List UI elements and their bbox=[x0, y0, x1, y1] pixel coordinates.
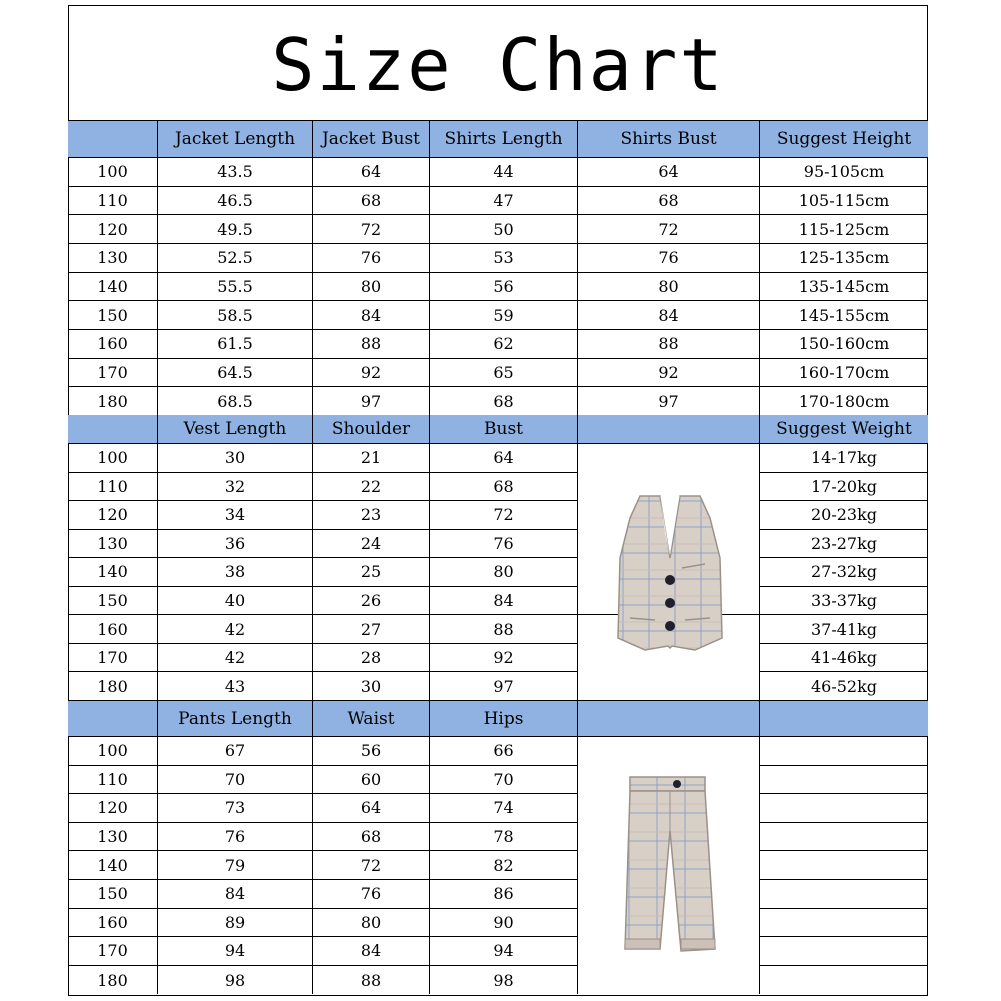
size-cell: 130 bbox=[68, 244, 158, 273]
table-cell: 68 bbox=[430, 387, 578, 416]
size-cell: 170 bbox=[68, 644, 158, 673]
table-cell: 97 bbox=[313, 387, 430, 416]
column-header: Jacket Bust bbox=[313, 121, 430, 158]
size-cell: 130 bbox=[68, 530, 158, 559]
blank-cell bbox=[760, 766, 928, 795]
table-cell: 92 bbox=[430, 644, 578, 673]
blank-cell bbox=[760, 909, 928, 938]
size-cell: 180 bbox=[68, 387, 158, 416]
jacket-shirt-table bbox=[68, 120, 928, 416]
table-cell: 84 bbox=[158, 880, 313, 909]
table-cell: 64 bbox=[430, 444, 578, 473]
table-cell: 72 bbox=[578, 215, 760, 244]
table-cell: 27 bbox=[313, 615, 430, 644]
blank-cell bbox=[760, 966, 928, 995]
column-header: Shirts Length bbox=[430, 121, 578, 158]
table-cell: 24 bbox=[313, 530, 430, 559]
size-cell: 100 bbox=[68, 737, 158, 766]
table-cell: 92 bbox=[578, 359, 760, 388]
size-cell: 100 bbox=[68, 444, 158, 473]
size-cell: 110 bbox=[68, 766, 158, 795]
pants-table bbox=[68, 701, 928, 994]
size-cell: 110 bbox=[68, 187, 158, 216]
table-cell: 125-135cm bbox=[760, 244, 928, 273]
blank-cell bbox=[760, 823, 928, 852]
table-cell: 76 bbox=[313, 880, 430, 909]
table-cell: 92 bbox=[313, 359, 430, 388]
table-cell: 72 bbox=[430, 501, 578, 530]
column-header bbox=[760, 701, 928, 737]
table-cell: 88 bbox=[313, 330, 430, 359]
table-cell: 30 bbox=[158, 444, 313, 473]
blank-cell bbox=[760, 851, 928, 880]
size-cell: 180 bbox=[68, 672, 158, 701]
table-cell: 44 bbox=[430, 158, 578, 187]
table-cell: 76 bbox=[313, 244, 430, 273]
table-cell: 72 bbox=[313, 215, 430, 244]
blank-cell bbox=[760, 737, 928, 766]
column-header: Pants Length bbox=[158, 701, 313, 737]
table-cell: 98 bbox=[430, 966, 578, 995]
size-cell: 160 bbox=[68, 909, 158, 938]
size-cell: 170 bbox=[68, 359, 158, 388]
column-header: Shirts Bust bbox=[578, 121, 760, 158]
table-cell: 46.5 bbox=[158, 187, 313, 216]
table-cell: 20-23kg bbox=[760, 501, 928, 530]
column-header bbox=[68, 415, 158, 444]
table-cell: 84 bbox=[430, 587, 578, 616]
table-cell: 52.5 bbox=[158, 244, 313, 273]
table-cell: 76 bbox=[430, 530, 578, 559]
table-cell: 105-115cm bbox=[760, 187, 928, 216]
table-cell: 36 bbox=[158, 530, 313, 559]
column-header: Bust bbox=[430, 415, 578, 444]
table-cell: 80 bbox=[313, 273, 430, 302]
table-cell: 84 bbox=[578, 301, 760, 330]
table-cell: 32 bbox=[158, 473, 313, 502]
table-cell: 98 bbox=[158, 966, 313, 995]
table-cell: 78 bbox=[430, 823, 578, 852]
table-cell: 30 bbox=[313, 672, 430, 701]
column-header: Waist bbox=[313, 701, 430, 737]
table-cell: 23-27kg bbox=[760, 530, 928, 559]
vest-photo bbox=[579, 445, 761, 701]
size-cell: 130 bbox=[68, 823, 158, 852]
size-cell: 120 bbox=[68, 215, 158, 244]
table-cell: 80 bbox=[430, 558, 578, 587]
table-cell: 34 bbox=[158, 501, 313, 530]
table-cell: 68 bbox=[313, 823, 430, 852]
table-cell: 72 bbox=[313, 851, 430, 880]
size-cell: 160 bbox=[68, 615, 158, 644]
table-cell: 65 bbox=[430, 359, 578, 388]
page-title: Size Chart bbox=[271, 22, 725, 107]
size-cell: 150 bbox=[68, 301, 158, 330]
table-cell: 89 bbox=[158, 909, 313, 938]
size-cell: 170 bbox=[68, 937, 158, 966]
table-cell: 27-32kg bbox=[760, 558, 928, 587]
table-cell: 56 bbox=[430, 273, 578, 302]
table-cell: 160-170cm bbox=[760, 359, 928, 388]
table-cell: 43 bbox=[158, 672, 313, 701]
table-cell: 76 bbox=[158, 823, 313, 852]
vest-illustration bbox=[610, 488, 730, 658]
column-header bbox=[68, 121, 158, 158]
table-cell: 61.5 bbox=[158, 330, 313, 359]
table-cell: 62 bbox=[430, 330, 578, 359]
column-header: Jacket Length bbox=[158, 121, 313, 158]
table-cell: 47 bbox=[430, 187, 578, 216]
column-header: Vest Length bbox=[158, 415, 313, 444]
table-cell: 68 bbox=[430, 473, 578, 502]
column-header: Hips bbox=[430, 701, 578, 737]
table-cell: 37-41kg bbox=[760, 615, 928, 644]
blank-cell bbox=[760, 937, 928, 966]
table-cell: 25 bbox=[313, 558, 430, 587]
table-cell: 64 bbox=[313, 794, 430, 823]
table-cell: 17-20kg bbox=[760, 473, 928, 502]
table-cell: 68.5 bbox=[158, 387, 313, 416]
table-cell: 38 bbox=[158, 558, 313, 587]
table-cell: 68 bbox=[578, 187, 760, 216]
size-cell: 160 bbox=[68, 330, 158, 359]
table-cell: 60 bbox=[313, 766, 430, 795]
blank-cell bbox=[760, 794, 928, 823]
size-cell: 150 bbox=[68, 880, 158, 909]
table-cell: 135-145cm bbox=[760, 273, 928, 302]
table-cell: 88 bbox=[578, 330, 760, 359]
size-cell: 140 bbox=[68, 273, 158, 302]
table-cell: 94 bbox=[430, 937, 578, 966]
table-cell: 84 bbox=[313, 301, 430, 330]
size-cell: 150 bbox=[68, 587, 158, 616]
table-cell: 86 bbox=[430, 880, 578, 909]
table-cell: 67 bbox=[158, 737, 313, 766]
table-cell: 41-46kg bbox=[760, 644, 928, 673]
blank-cell bbox=[760, 880, 928, 909]
table-cell: 50 bbox=[430, 215, 578, 244]
table-cell: 97 bbox=[430, 672, 578, 701]
table-cell: 43.5 bbox=[158, 158, 313, 187]
column-header: Shoulder bbox=[313, 415, 430, 444]
table-cell: 58.5 bbox=[158, 301, 313, 330]
pants-illustration bbox=[615, 771, 725, 961]
size-cell: 100 bbox=[68, 158, 158, 187]
column-header: Suggest Height bbox=[760, 121, 928, 158]
table-cell: 49.5 bbox=[158, 215, 313, 244]
column-header bbox=[68, 701, 158, 737]
table-cell: 53 bbox=[430, 244, 578, 273]
table-cell: 21 bbox=[313, 444, 430, 473]
pants-photo bbox=[579, 737, 761, 994]
table-cell: 56 bbox=[313, 737, 430, 766]
vest-table bbox=[68, 415, 928, 701]
table-cell: 64 bbox=[313, 158, 430, 187]
table-cell: 42 bbox=[158, 615, 313, 644]
table-cell: 14-17kg bbox=[760, 444, 928, 473]
table-cell: 70 bbox=[158, 766, 313, 795]
table-cell: 70 bbox=[430, 766, 578, 795]
table-cell: 64.5 bbox=[158, 359, 313, 388]
table-cell: 26 bbox=[313, 587, 430, 616]
table-cell: 64 bbox=[578, 158, 760, 187]
table-cell: 59 bbox=[430, 301, 578, 330]
column-header bbox=[578, 701, 760, 737]
column-header: Suggest Weight bbox=[760, 415, 928, 444]
table-cell: 97 bbox=[578, 387, 760, 416]
table-cell: 66 bbox=[430, 737, 578, 766]
size-cell: 110 bbox=[68, 473, 158, 502]
table-cell: 94 bbox=[158, 937, 313, 966]
table-cell: 95-105cm bbox=[760, 158, 928, 187]
table-cell: 55.5 bbox=[158, 273, 313, 302]
table-cell: 90 bbox=[430, 909, 578, 938]
table-cell: 74 bbox=[430, 794, 578, 823]
table-cell: 170-180cm bbox=[760, 387, 928, 416]
table-cell: 80 bbox=[578, 273, 760, 302]
table-cell: 84 bbox=[313, 937, 430, 966]
table-cell: 80 bbox=[313, 909, 430, 938]
size-cell: 180 bbox=[68, 966, 158, 995]
table-cell: 115-125cm bbox=[760, 215, 928, 244]
column-header bbox=[578, 415, 760, 444]
table-cell: 88 bbox=[313, 966, 430, 995]
table-cell: 46-52kg bbox=[760, 672, 928, 701]
table-cell: 42 bbox=[158, 644, 313, 673]
table-cell: 28 bbox=[313, 644, 430, 673]
size-cell: 120 bbox=[68, 794, 158, 823]
table-cell: 82 bbox=[430, 851, 578, 880]
table-cell: 79 bbox=[158, 851, 313, 880]
table-cell: 22 bbox=[313, 473, 430, 502]
table-cell: 40 bbox=[158, 587, 313, 616]
size-cell: 140 bbox=[68, 851, 158, 880]
size-cell: 140 bbox=[68, 558, 158, 587]
table-cell: 33-37kg bbox=[760, 587, 928, 616]
table-cell: 76 bbox=[578, 244, 760, 273]
table-cell: 88 bbox=[430, 615, 578, 644]
table-cell: 73 bbox=[158, 794, 313, 823]
table-cell: 145-155cm bbox=[760, 301, 928, 330]
table-cell: 23 bbox=[313, 501, 430, 530]
table-cell: 150-160cm bbox=[760, 330, 928, 359]
table-cell: 68 bbox=[313, 187, 430, 216]
size-cell: 120 bbox=[68, 501, 158, 530]
